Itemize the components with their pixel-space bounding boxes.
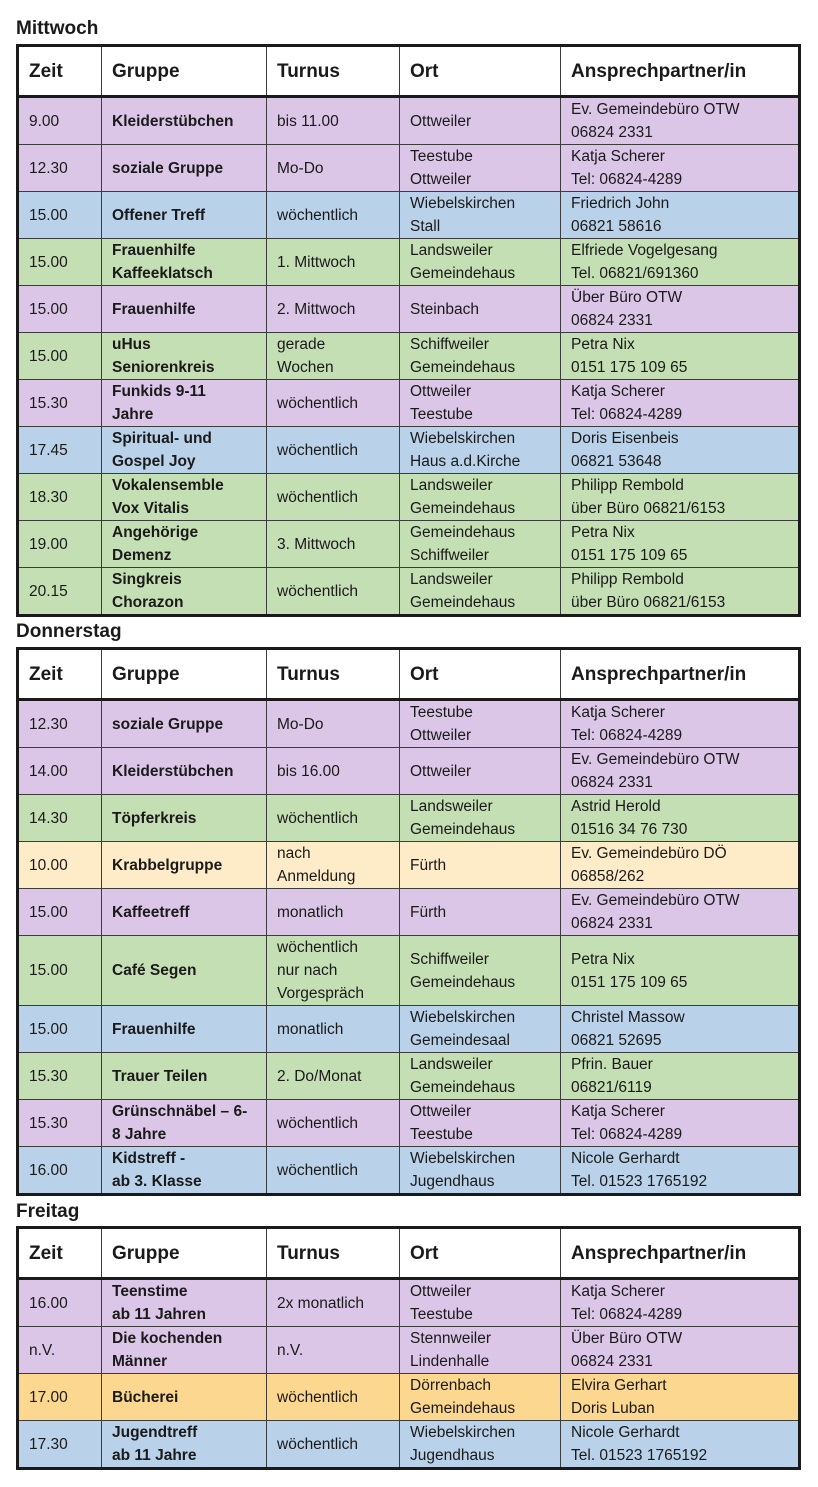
table-row [18, 1374, 800, 1421]
header-zeit: Zeit [18, 649, 102, 700]
table-row [18, 1053, 800, 1100]
cell-turnus: bis 16.00 [267, 748, 400, 795]
cell-zeit: 15.00 [18, 936, 102, 1006]
header-turnus: Turnus [267, 649, 400, 700]
cell-ansprechpartner: Doris Eisenbeis 06821 53648 [561, 427, 800, 474]
cell-ort: Schiffweiler Gemeindehaus [400, 936, 561, 1006]
cell-zeit: 9.00 [18, 97, 102, 145]
cell-zeit: 15.00 [18, 889, 102, 936]
table-row [18, 889, 800, 936]
cell-ansprechpartner: Nicole Gerhardt Tel. 01523 1765192 [561, 1147, 800, 1195]
cell-ansprechpartner: Katja Scherer Tel: 06824-4289 [561, 380, 800, 427]
cell-turnus: wöchentlich [267, 1147, 400, 1195]
table-row [18, 474, 800, 521]
header-ansprechpartner: Ansprechpartner/in [561, 46, 800, 97]
header-row [18, 46, 800, 97]
section-title-donnerstag: Donnerstag [16, 621, 122, 642]
table-row [18, 97, 800, 145]
cell-ort: Dörrenbach Gemeindehaus [400, 1374, 561, 1421]
cell-ort: Steinbach [400, 286, 561, 333]
cell-gruppe: Grünschnäbel – 6- 8 Jahre [102, 1100, 267, 1147]
cell-gruppe: Kidstreff - ab 3. Klasse [102, 1147, 267, 1195]
cell-ansprechpartner: Ev. Gemeindebüro OTW 06824 2331 [561, 97, 800, 145]
cell-zeit: 17.30 [18, 1421, 102, 1469]
cell-ansprechpartner: Pfrin. Bauer 06821/6119 [561, 1053, 800, 1100]
header-ansprechpartner: Ansprechpartner/in [561, 649, 800, 700]
cell-turnus: monatlich [267, 889, 400, 936]
cell-turnus: wöchentlich [267, 1100, 400, 1147]
cell-zeit: 12.30 [18, 145, 102, 192]
cell-turnus: wöchentlich [267, 568, 400, 616]
header-ansprechpartner: Ansprechpartner/in [561, 1228, 800, 1279]
cell-turnus: Mo-Do [267, 145, 400, 192]
table-row [18, 1279, 800, 1327]
cell-ort: Wiebelskirchen Gemeindesaal [400, 1006, 561, 1053]
cell-zeit: 19.00 [18, 521, 102, 568]
cell-turnus: 1. Mittwoch [267, 239, 400, 286]
header-gruppe: Gruppe [102, 1228, 267, 1279]
cell-ansprechpartner: Philipp Rembold über Büro 06821/6153 [561, 474, 800, 521]
cell-zeit: 15.30 [18, 380, 102, 427]
cell-ort: Landsweiler Gemeindehaus [400, 568, 561, 616]
cell-gruppe: Vokalensemble Vox Vitalis [102, 474, 267, 521]
cell-ort: Landsweiler Gemeindehaus [400, 795, 561, 842]
cell-gruppe: Trauer Teilen [102, 1053, 267, 1100]
cell-zeit: 15.00 [18, 333, 102, 380]
cell-turnus: 3. Mittwoch [267, 521, 400, 568]
section-title-mittwoch: Mittwoch [16, 18, 99, 39]
cell-ansprechpartner: Astrid Herold 01516 34 76 730 [561, 795, 800, 842]
cell-zeit: 17.45 [18, 427, 102, 474]
table-freitag [16, 1226, 801, 1470]
cell-gruppe: Offener Treff [102, 192, 267, 239]
cell-ansprechpartner: Christel Massow 06821 52695 [561, 1006, 800, 1053]
cell-gruppe: Kaffeetreff [102, 889, 267, 936]
cell-zeit: 12.30 [18, 700, 102, 748]
cell-ansprechpartner: Nicole Gerhardt Tel. 01523 1765192 [561, 1421, 800, 1469]
cell-turnus: nach Anmeldung [267, 842, 400, 889]
cell-turnus: n.V. [267, 1327, 400, 1374]
header-gruppe: Gruppe [102, 649, 267, 700]
header-turnus: Turnus [267, 46, 400, 97]
cell-turnus: wöchentlich [267, 474, 400, 521]
cell-zeit: 14.30 [18, 795, 102, 842]
cell-turnus: Mo-Do [267, 700, 400, 748]
table-row [18, 380, 800, 427]
cell-gruppe: Bücherei [102, 1374, 267, 1421]
cell-ort: Teestube Ottweiler [400, 700, 561, 748]
cell-turnus: wöchentlich [267, 427, 400, 474]
table-row [18, 427, 800, 474]
cell-zeit: 16.00 [18, 1279, 102, 1327]
table-row [18, 1327, 800, 1374]
cell-zeit: 16.00 [18, 1147, 102, 1195]
cell-ansprechpartner: Über Büro OTW 06824 2331 [561, 286, 800, 333]
cell-ort: Stennweiler Lindenhalle [400, 1327, 561, 1374]
cell-ort: Wiebelskirchen Stall [400, 192, 561, 239]
cell-turnus: monatlich [267, 1006, 400, 1053]
table-row [18, 286, 800, 333]
cell-ort: Gemeindehaus Schiffweiler [400, 521, 561, 568]
cell-ansprechpartner: Petra Nix 0151 175 109 65 [561, 521, 800, 568]
cell-gruppe: Frauenhilfe [102, 1006, 267, 1053]
header-zeit: Zeit [18, 1228, 102, 1279]
table-row [18, 795, 800, 842]
table-row [18, 568, 800, 616]
header-row [18, 1228, 800, 1279]
cell-gruppe: Singkreis Chorazon [102, 568, 267, 616]
cell-ansprechpartner: Über Büro OTW 06824 2331 [561, 1327, 800, 1374]
cell-ansprechpartner: Philipp Rembold über Büro 06821/6153 [561, 568, 800, 616]
cell-ansprechpartner: Ev. Gemeindebüro OTW 06824 2331 [561, 889, 800, 936]
cell-ort: Teestube Ottweiler [400, 145, 561, 192]
cell-gruppe: Kleiderstübchen [102, 748, 267, 795]
cell-turnus: wöchentlich [267, 1374, 400, 1421]
cell-ort: Schiffweiler Gemeindehaus [400, 333, 561, 380]
table-row [18, 333, 800, 380]
table-freitag-wrapper [16, 1226, 798, 1470]
cell-turnus: wöchentlich [267, 1421, 400, 1469]
cell-ansprechpartner: Katja Scherer Tel: 06824-4289 [561, 700, 800, 748]
cell-zeit: 15.00 [18, 192, 102, 239]
cell-ansprechpartner: Petra Nix 0151 175 109 65 [561, 936, 800, 1006]
cell-ort: Ottweiler Teestube [400, 1100, 561, 1147]
cell-turnus: wöchentlich [267, 192, 400, 239]
cell-zeit: 15.00 [18, 1006, 102, 1053]
cell-gruppe: Teenstime ab 11 Jahren [102, 1279, 267, 1327]
header-ort: Ort [400, 649, 561, 700]
cell-zeit: 18.30 [18, 474, 102, 521]
cell-gruppe: Frauenhilfe Kaffeeklatsch [102, 239, 267, 286]
cell-ort: Wiebelskirchen Jugendhaus [400, 1421, 561, 1469]
cell-ort: Landsweiler Gemeindehaus [400, 1053, 561, 1100]
cell-ansprechpartner: Elfriede Vogelgesang Tel. 06821/691360 [561, 239, 800, 286]
cell-gruppe: Angehörige Demenz [102, 521, 267, 568]
table-row [18, 842, 800, 889]
header-ort: Ort [400, 1228, 561, 1279]
cell-ort: Fürth [400, 889, 561, 936]
cell-ort: Landsweiler Gemeindehaus [400, 239, 561, 286]
section-title-freitag: Freitag [16, 1201, 80, 1222]
cell-gruppe: Kleiderstübchen [102, 97, 267, 145]
cell-ansprechpartner: Ev. Gemeindebüro OTW 06824 2331 [561, 748, 800, 795]
cell-turnus: wöchentlich [267, 380, 400, 427]
cell-ort: Landsweiler Gemeindehaus [400, 474, 561, 521]
cell-zeit: 10.00 [18, 842, 102, 889]
table-row [18, 145, 800, 192]
cell-turnus: wöchentlich nur nach Vorgespräch [267, 936, 400, 1006]
cell-turnus: 2. Mittwoch [267, 286, 400, 333]
header-turnus: Turnus [267, 1228, 400, 1279]
cell-ort: Wiebelskirchen Jugendhaus [400, 1147, 561, 1195]
header-gruppe: Gruppe [102, 46, 267, 97]
table-row [18, 239, 800, 286]
table-donnerstag-wrapper [16, 647, 798, 1196]
cell-gruppe: Krabbelgruppe [102, 842, 267, 889]
cell-ansprechpartner: Petra Nix 0151 175 109 65 [561, 333, 800, 380]
cell-gruppe: Jugendtreff ab 11 Jahre [102, 1421, 267, 1469]
cell-ort: Fürth [400, 842, 561, 889]
cell-ort: Wiebelskirchen Haus a.d.Kirche [400, 427, 561, 474]
cell-turnus: bis 11.00 [267, 97, 400, 145]
cell-ansprechpartner: Friedrich John 06821 58616 [561, 192, 800, 239]
cell-turnus: 2. Do/Monat [267, 1053, 400, 1100]
cell-ansprechpartner: Katja Scherer Tel: 06824-4289 [561, 1100, 800, 1147]
cell-turnus: 2x monatlich [267, 1279, 400, 1327]
cell-gruppe: Spiritual- und Gospel Joy [102, 427, 267, 474]
cell-turnus: wöchentlich [267, 795, 400, 842]
header-row [18, 649, 800, 700]
cell-zeit: 14.00 [18, 748, 102, 795]
header-zeit: Zeit [18, 46, 102, 97]
cell-gruppe: Frauenhilfe [102, 286, 267, 333]
cell-ort: Ottweiler Teestube [400, 380, 561, 427]
cell-ansprechpartner: Katja Scherer Tel: 06824-4289 [561, 1279, 800, 1327]
cell-ansprechpartner: Katja Scherer Tel: 06824-4289 [561, 145, 800, 192]
cell-gruppe: Töpferkreis [102, 795, 267, 842]
table-row [18, 936, 800, 1006]
cell-gruppe: soziale Gruppe [102, 145, 267, 192]
cell-gruppe: Funkids 9-11 Jahre [102, 380, 267, 427]
table-row [18, 1147, 800, 1195]
cell-zeit: 15.00 [18, 286, 102, 333]
table-donnerstag [16, 647, 801, 1196]
cell-zeit: 20.15 [18, 568, 102, 616]
cell-gruppe: soziale Gruppe [102, 700, 267, 748]
cell-ort: Ottweiler [400, 97, 561, 145]
cell-zeit: 15.30 [18, 1053, 102, 1100]
cell-zeit: 17.00 [18, 1374, 102, 1421]
table-mittwoch [16, 44, 801, 617]
header-ort: Ort [400, 46, 561, 97]
cell-ort: Ottweiler Teestube [400, 1279, 561, 1327]
table-row [18, 192, 800, 239]
cell-zeit: 15.00 [18, 239, 102, 286]
table-row [18, 700, 800, 748]
cell-ansprechpartner: Ev. Gemeindebüro DÖ 06858/262 [561, 842, 800, 889]
table-mittwoch-wrapper [16, 44, 798, 617]
table-row [18, 521, 800, 568]
cell-ansprechpartner: Elvira Gerhart Doris Luban [561, 1374, 800, 1421]
cell-gruppe: uHus Seniorenkreis [102, 333, 267, 380]
cell-turnus: gerade Wochen [267, 333, 400, 380]
table-row [18, 748, 800, 795]
cell-ort: Ottweiler [400, 748, 561, 795]
cell-zeit: 15.30 [18, 1100, 102, 1147]
cell-zeit: n.V. [18, 1327, 102, 1374]
table-row [18, 1006, 800, 1053]
table-row [18, 1100, 800, 1147]
cell-gruppe: Die kochenden Männer [102, 1327, 267, 1374]
cell-gruppe: Café Segen [102, 936, 267, 1006]
table-row [18, 1421, 800, 1469]
